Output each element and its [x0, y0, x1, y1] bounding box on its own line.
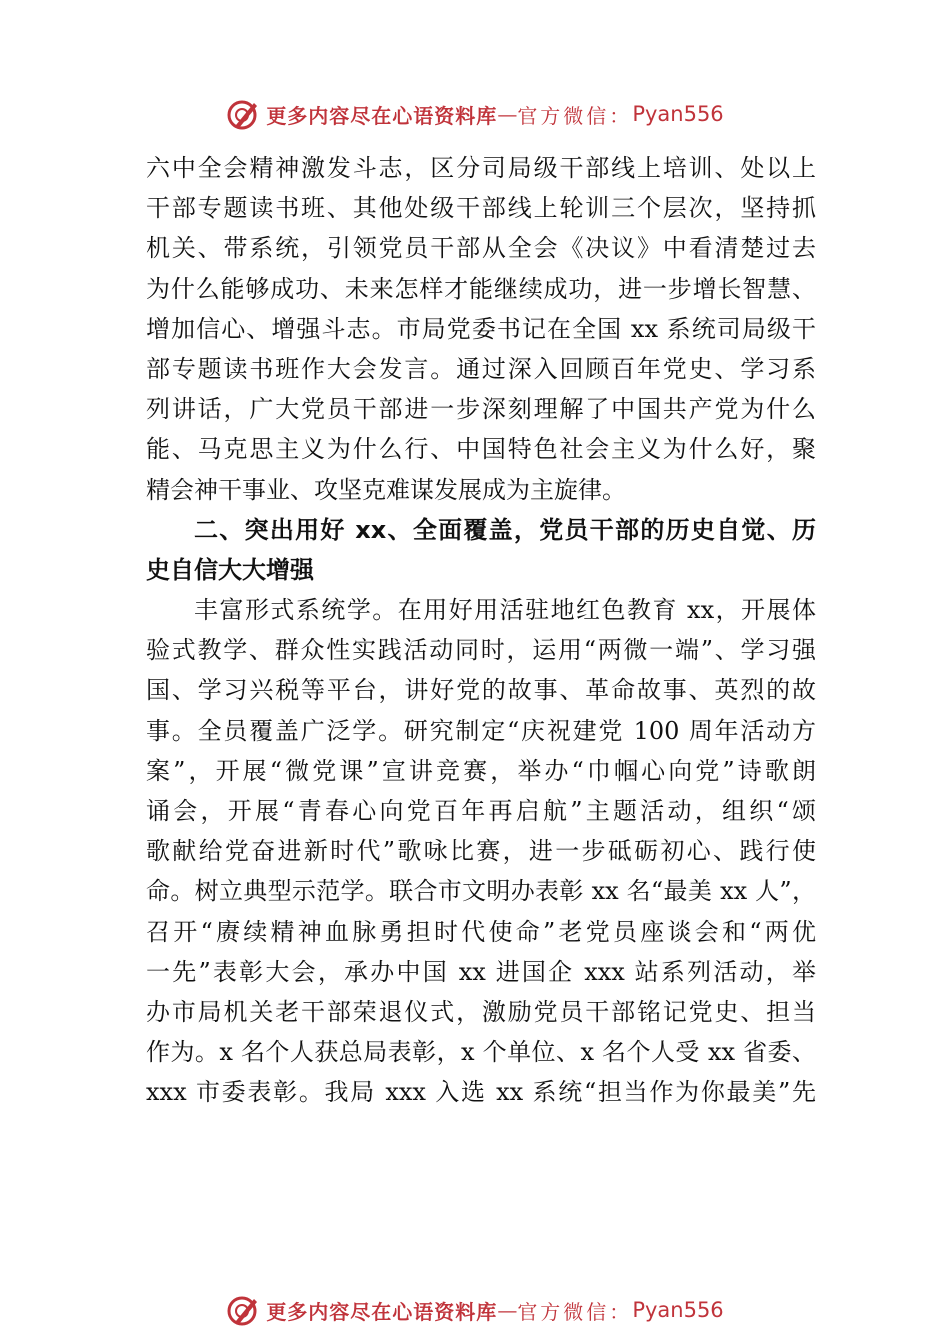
text-line: 召开“赓续精神血脉勇担时代使命”老党员座谈会和“两优 [146, 917, 816, 946]
watermark-label: 官方微信： [517, 1299, 633, 1324]
text-line: 为什么能够成功、未来怎样才能继续成功，进一步增长智慧、 [146, 274, 816, 303]
watermark-account: Pyan556 [632, 1298, 724, 1322]
section-heading [146, 510, 816, 590]
text-line: 作为。x 名个人获总局表彰，x 个单位、x 名个人受 xx 省委、 [146, 1038, 816, 1067]
watermark-dash: — [497, 102, 518, 126]
text-line: 精会神干事业、攻坚克难谋发展成为主旋律。 [146, 475, 626, 504]
text-line: 验式教学、群众性实践活动同时，运用“两微一端”、学习强 [146, 636, 816, 665]
watermark-header [0, 94, 950, 134]
text-line: 列讲话，广大党员干部进一步深刻理解了中国共产党为什么 [146, 395, 816, 424]
paragraph-2 [146, 590, 816, 1112]
heading-line: 史自信大大增强 [146, 555, 314, 584]
text-line: 能、马克思主义为什么行、中国特色社会主义为什么好，聚 [146, 435, 816, 464]
heading-line: 二、突出用好 xx、全面覆盖，党员干部的历史自觉、历 [194, 515, 816, 544]
watermark-footer [0, 1290, 950, 1330]
watermark-brand: 更多内容尽在心语资料库 [266, 103, 498, 128]
text-line: 增加信心、增强斗志。市局党委书记在全国 xx 系统司局级干 [146, 314, 816, 343]
text-line: 干部专题读书班、其他处级干部线上轮训三个层次，坚持抓 [146, 194, 816, 223]
text-line: xxx 市委表彰。我局 xxx 入选 xx 系统“担当作为你最美”先 [146, 1078, 816, 1107]
watermark-brand: 更多内容尽在心语资料库 [266, 1299, 498, 1324]
pen-logo-icon [226, 1293, 260, 1327]
text-line: 诵会，开展“青春心向党百年再启航”主题活动，组织“颂 [146, 797, 816, 825]
text-line: 机关、带系统，引领党员干部从全会《决议》中看清楚过去 [146, 234, 816, 263]
text-line: 国、学习兴税等平台，讲好党的故事、革命故事、英烈的故 [146, 676, 816, 705]
text-line: 六中全会精神激发斗志，区分司局级干部线上培训、处以上 [146, 154, 816, 182]
watermark-account: Pyan556 [632, 102, 724, 126]
text-line: 案”，开展“微党课”宣讲竞赛，举办“巾帼心向党”诗歌朗 [146, 756, 816, 785]
watermark-dash: — [497, 1298, 518, 1322]
paragraph-1 [146, 148, 816, 510]
text-line: 命。树立典型示范学。联合市文明办表彰 xx 名“最美 xx 人”， [146, 877, 816, 906]
watermark-label: 官方微信： [517, 103, 633, 128]
text-line: 事。全员覆盖广泛学。研究制定“庆祝建党 100 周年活动方 [146, 716, 816, 745]
pen-logo-icon [226, 97, 260, 131]
text-line: 丰富形式系统学。在用好用活驻地红色教育 xx，开展体 [194, 596, 816, 625]
text-line: 一先”表彰大会，承办中国 xx 进国企 xxx 站系列活动，举 [146, 957, 816, 986]
text-line: 歌献给党奋进新时代”歌咏比赛，进一步砥砺初心、践行使 [146, 837, 816, 866]
text-line: 办市局机关老干部荣退仪式，激励党员干部铭记党史、担当 [146, 997, 816, 1026]
text-line: 部专题读书班作大会发言。通过深入回顾百年党史、学习系 [146, 354, 816, 383]
document-body [146, 148, 816, 1113]
